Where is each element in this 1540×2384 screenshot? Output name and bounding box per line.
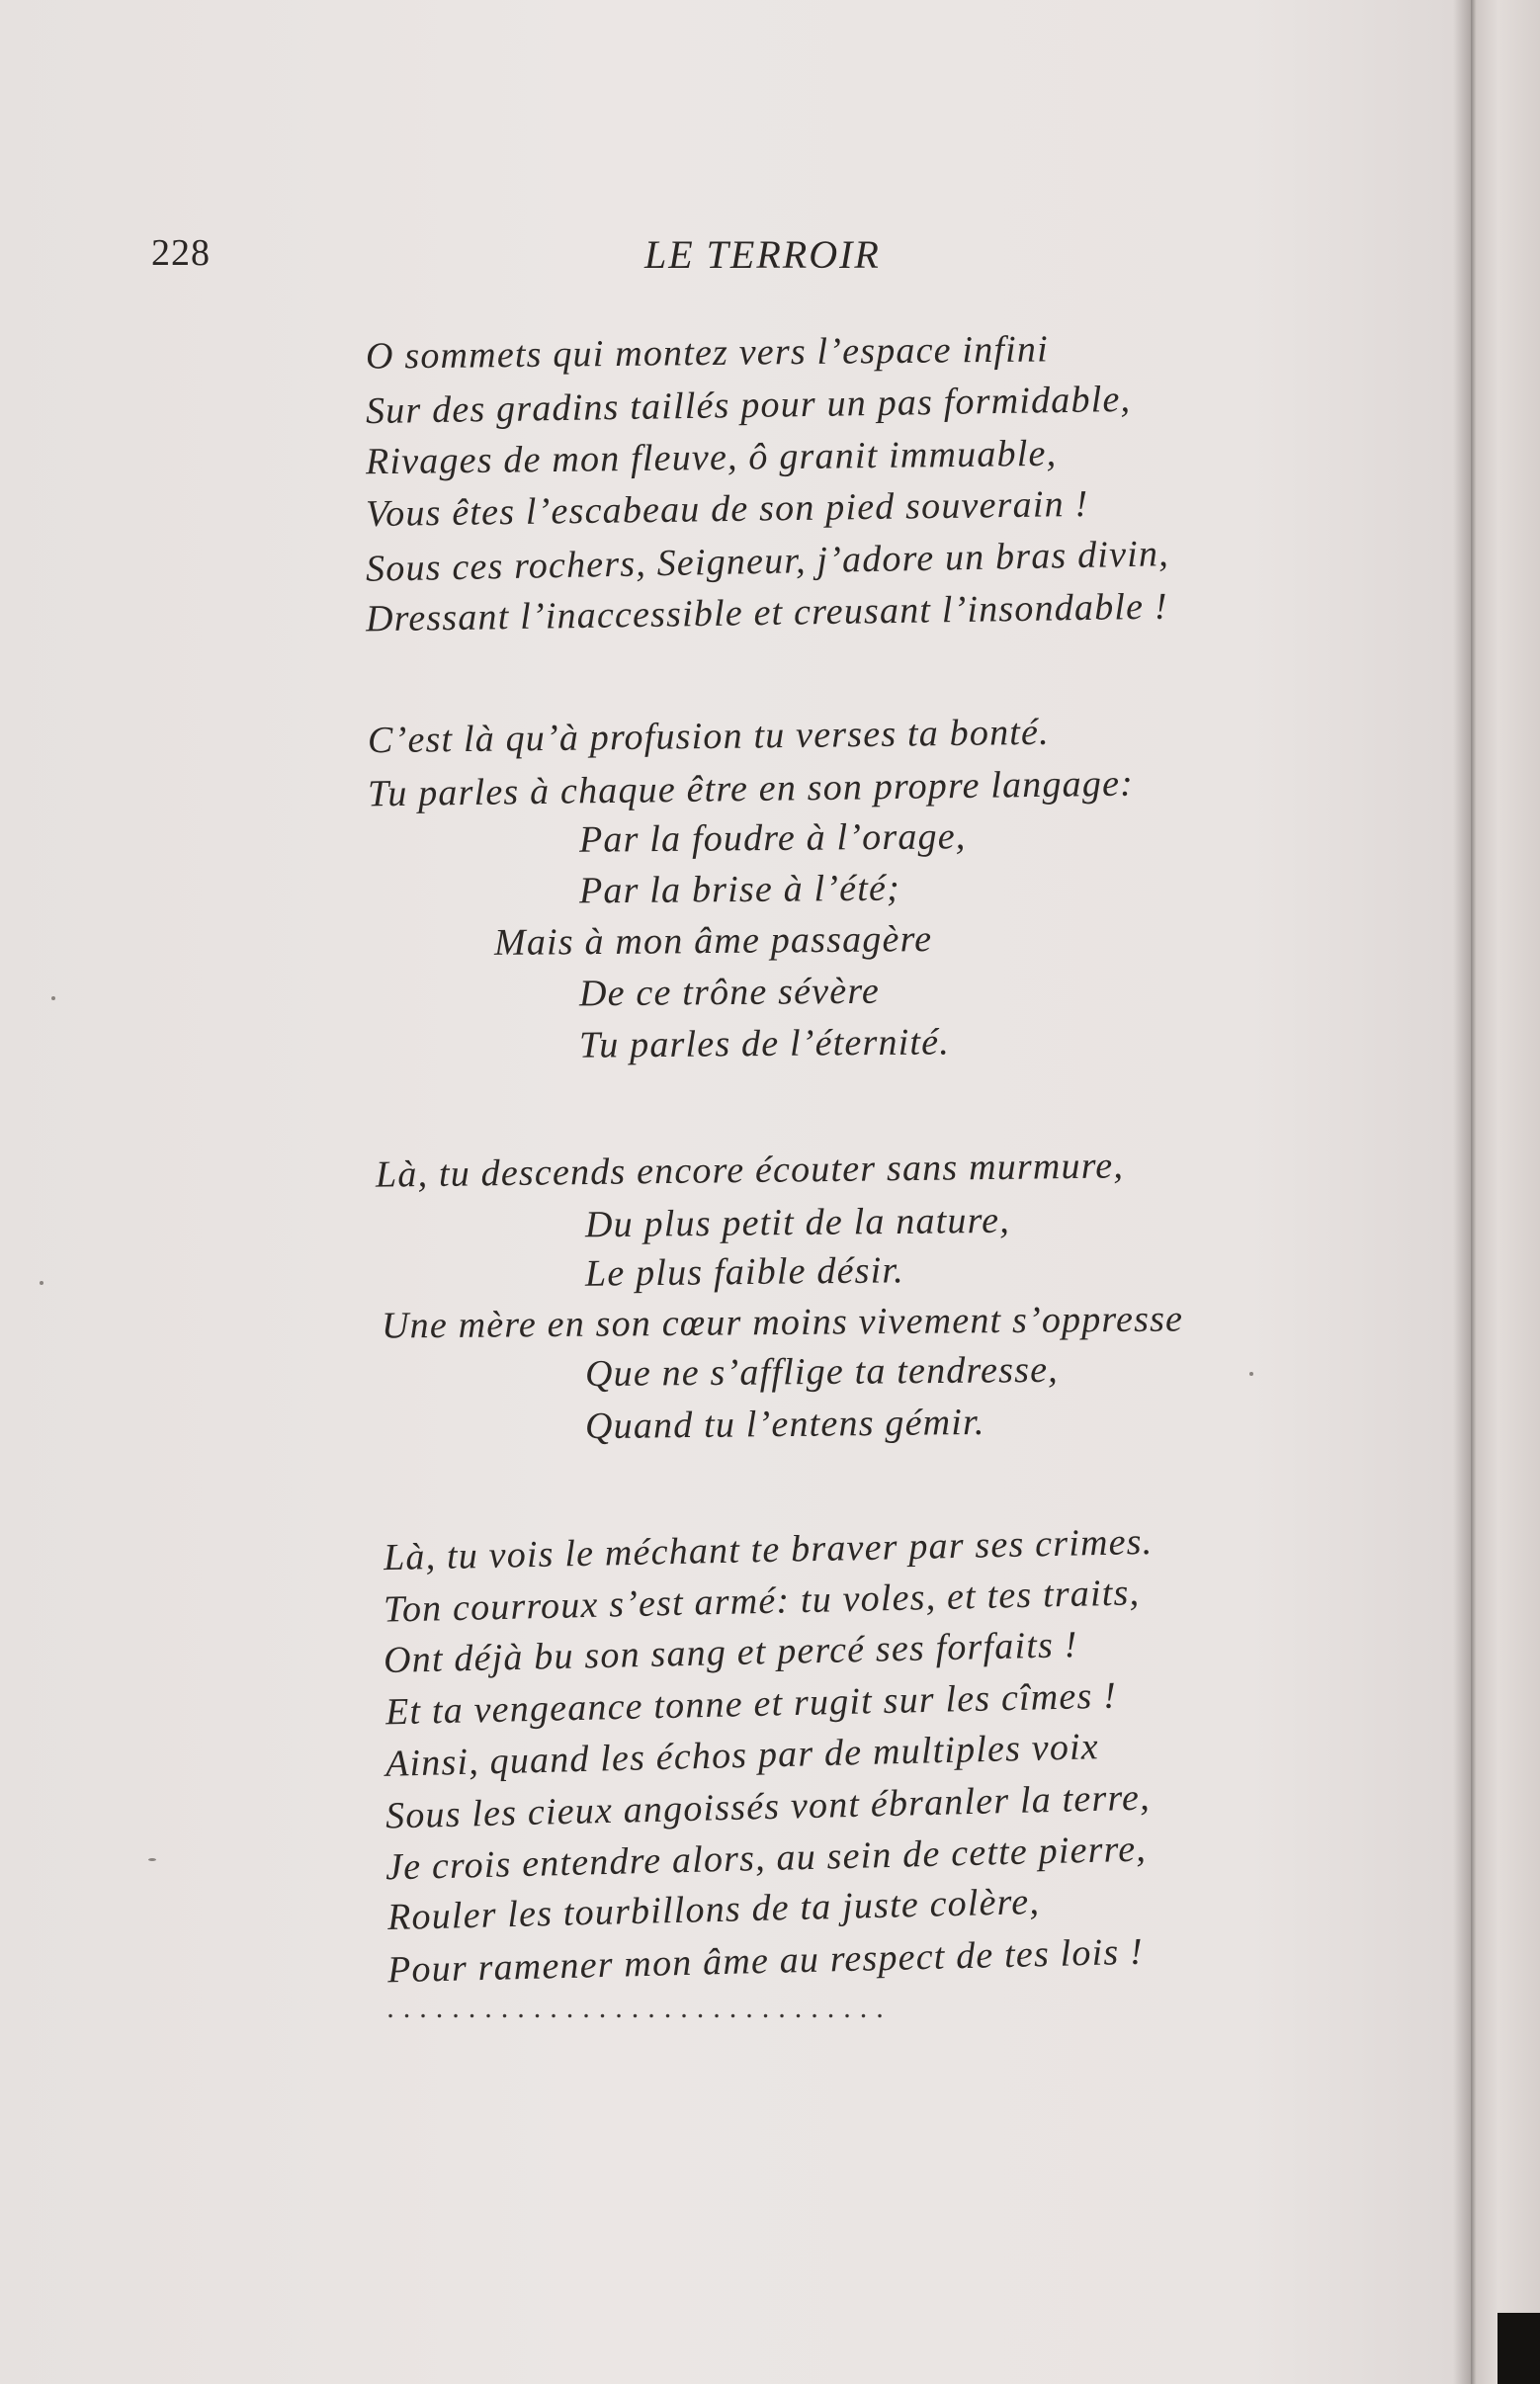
poem-line: Sous les cieux angoissés vont ébranler la terre, (385, 1776, 1152, 1837)
paper-speck (51, 996, 55, 1000)
poem-line: O sommets qui montez vers l’espace infini (365, 328, 1050, 378)
poem-line: Rivages de mon fleuve, ô granit immuable, (365, 432, 1058, 483)
poem-line: Dressant l’inaccessible et creusant l’insondable ! (365, 585, 1169, 640)
poem-line: Je crois entendre alors, au sein de cette pierre, (385, 1828, 1148, 1889)
paper-speck (40, 1281, 43, 1285)
paper-speck (148, 1858, 156, 1861)
paper-speck (1249, 1372, 1253, 1376)
poem-line: Là, tu vois le méchant te braver par ses crimes. (383, 1520, 1154, 1579)
poem-line: Ainsi, quand les échos par de multiples voix (385, 1726, 1100, 1785)
poem-line: Par la foudre à l’orage, (578, 815, 967, 861)
poem-line: Ont déjà bu son sang et percé ses forfaits ! (383, 1624, 1078, 1681)
poem-line: Que ne s’afflige ta tendresse, (584, 1348, 1060, 1396)
running-title: LE TERROIR (644, 232, 881, 277)
book-cover-corner (1497, 2313, 1540, 2384)
poem-line: Quand tu l’entens gémir. (584, 1401, 985, 1448)
poem-line: Vous êtes l’escabeau de son pied souverain ! (365, 482, 1089, 536)
poem-line: Sous ces rochers, Seigneur, j’adore un bras divin, (365, 533, 1170, 590)
poem-line: Le plus faible désir. (584, 1249, 905, 1295)
poem-line: Ton courroux s’est armé: tu voles, et tes traits, (383, 1572, 1141, 1631)
poem-line: Et ta vengeance tonne et rugit sur les cîmes ! (385, 1674, 1118, 1734)
poem-line: Sur des gradins taillés pour un pas formidable, (365, 378, 1132, 433)
page-edge (1471, 0, 1540, 2384)
ellipsis-rule: ............................... (387, 1992, 894, 2024)
poem-line: Tu parles de l’éternité. (578, 1021, 951, 1066)
poem-line: Rouler les tourbillons de ta juste colère, (386, 1880, 1041, 1939)
poem-line: Par la brise à l’été; (578, 867, 901, 912)
poem-line: De ce trône sévère (578, 970, 881, 1015)
poem-line: C’est là qu’à profusion tu verses ta bonté. (367, 711, 1051, 762)
poem-line: Là, tu descends encore écouter sans murmure, (375, 1145, 1125, 1196)
poem-line: Mais à mon âme passagère (493, 918, 933, 964)
poem-line: Tu parles à chaque être en son propre langage: (367, 762, 1135, 815)
poem-line: Pour ramener mon âme au respect de tes lois ! (386, 1930, 1145, 1992)
page-number: 228 (151, 232, 211, 274)
poem-line: Une mère en son cœur moins vivement s’oppresse (381, 1298, 1184, 1347)
poem-line: Du plus petit de la nature, (584, 1199, 1011, 1246)
